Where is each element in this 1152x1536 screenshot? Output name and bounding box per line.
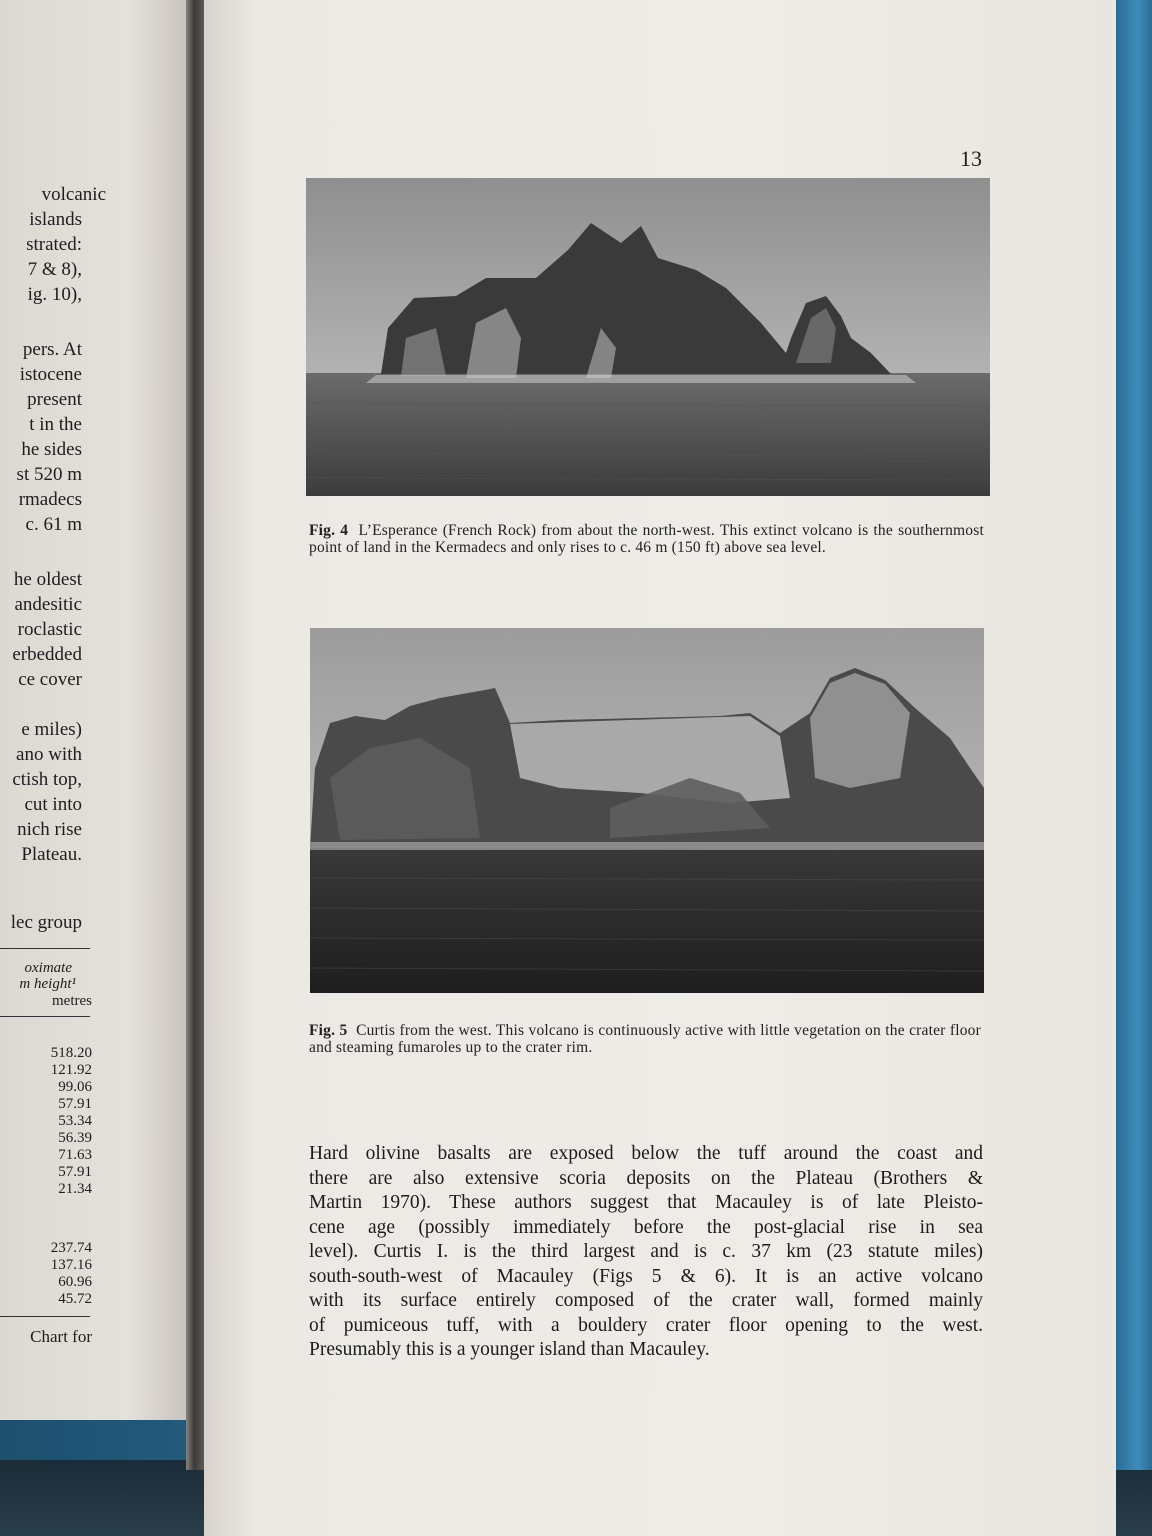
left-text-line: pers. At	[22, 339, 82, 360]
fig5-photo	[310, 628, 984, 993]
table-rule	[0, 1316, 90, 1317]
left-page	[0, 0, 186, 1420]
left-text-line: volcanic	[41, 184, 106, 205]
body-line: Presumably this is a younger island than Macauley.	[309, 1339, 710, 1360]
table-cell: 121.92	[50, 1062, 92, 1078]
fig5-text: Curtis from the west. This volcano is continuously active with little vegetation on the crater floor and steaming fumaroles up to the crater rim.	[309, 1022, 981, 1056]
right-page	[204, 0, 1116, 1536]
fig4-photo-image	[306, 178, 990, 496]
left-text-line: erbedded	[12, 644, 82, 665]
table-rule	[0, 948, 90, 949]
left-text-line: e miles)	[21, 719, 82, 740]
left-text-line: ig. 10),	[27, 284, 82, 305]
table-cell: 137.16	[50, 1257, 92, 1273]
left-text-line: ano with	[16, 744, 82, 765]
table-header: oximate	[24, 960, 72, 976]
left-text-line: present	[27, 389, 82, 410]
body-line: cene age (possibly immediately before the post-glacial rise in sea	[309, 1216, 983, 1238]
left-text-line: istocene	[19, 364, 82, 385]
left-text-line: c. 61 m	[25, 514, 82, 535]
table-cell: 60.96	[58, 1274, 92, 1290]
fig5-label: Fig. 5	[309, 1022, 348, 1039]
page-number: 13	[960, 146, 982, 171]
table-header: m height¹	[19, 976, 76, 992]
table-cell: 71.63	[58, 1147, 92, 1163]
table-cell: 53.34	[58, 1113, 92, 1129]
left-text-line: nich rise	[17, 819, 82, 840]
left-text-line: he sides	[21, 439, 82, 460]
body-line: of pumiceous tuff, with a bouldery crater floor opening to the west.	[309, 1314, 983, 1336]
left-text-line: 7 & 8),	[27, 259, 82, 280]
body-line: with its surface entirely composed of the crater wall, formed mainly	[309, 1290, 983, 1311]
fig4-text: L’Esperance (French Rock) from about the north-west. This extinct volcano is the southernmost point of land in the Kermadecs and only rises to c. 46 m (150 ft) above sea level.	[309, 522, 984, 556]
left-text-line: andesitic	[14, 594, 82, 615]
table-cell: 99.06	[58, 1079, 92, 1095]
left-text-line: ctish top,	[12, 769, 82, 790]
body-line: Hard olivine basalts are exposed below the tuff around the coast and	[309, 1143, 983, 1164]
left-text-line: st 520 m	[16, 464, 82, 485]
left-text-line: cut into	[24, 794, 82, 815]
body-line: there are also extensive scoria deposits on the Plateau (Brothers &	[309, 1167, 983, 1189]
body-paragraph	[309, 1142, 983, 1363]
table-cell: 21.34	[58, 1181, 92, 1197]
table-header: metres	[52, 993, 92, 1009]
fig4-caption	[309, 522, 984, 556]
table-rule	[0, 1016, 90, 1017]
fig5-caption	[309, 1022, 981, 1056]
left-text-line: ce cover	[18, 669, 82, 690]
table-cell: 45.72	[58, 1291, 92, 1307]
book-cover-edge	[1116, 0, 1152, 1470]
fig4-photo	[306, 178, 990, 496]
table-cell: 237.74	[50, 1240, 92, 1256]
book-gutter	[186, 0, 204, 1470]
left-text-line: strated:	[26, 234, 82, 255]
left-text-line: Plateau.	[21, 844, 82, 865]
left-text-line: islands	[29, 209, 82, 230]
left-text-line: t in the	[29, 414, 82, 435]
table-cell: 518.20	[50, 1045, 92, 1061]
table-cell: 56.39	[58, 1130, 92, 1146]
fig4-label: Fig. 4	[309, 522, 349, 539]
body-line: Martin 1970). These authors suggest that Macauley is of late Pleisto-	[309, 1192, 983, 1213]
left-text-line: rmadecs	[18, 489, 82, 510]
body-line: south-south-west of Macauley (Figs 5 & 6). It is an active volcano	[309, 1265, 983, 1287]
table-cell: 57.91	[58, 1164, 92, 1180]
table-cell: 57.91	[58, 1096, 92, 1112]
left-table-title: lec group	[10, 912, 82, 933]
body-line: level). Curtis I. is the third largest and is c. 37 km (23 statute miles)	[309, 1241, 983, 1262]
left-footer-text: Chart for	[30, 1327, 92, 1346]
fig5-photo-image	[310, 628, 984, 993]
left-text-line: he oldest	[13, 569, 82, 590]
left-text-line: roclastic	[17, 619, 82, 640]
